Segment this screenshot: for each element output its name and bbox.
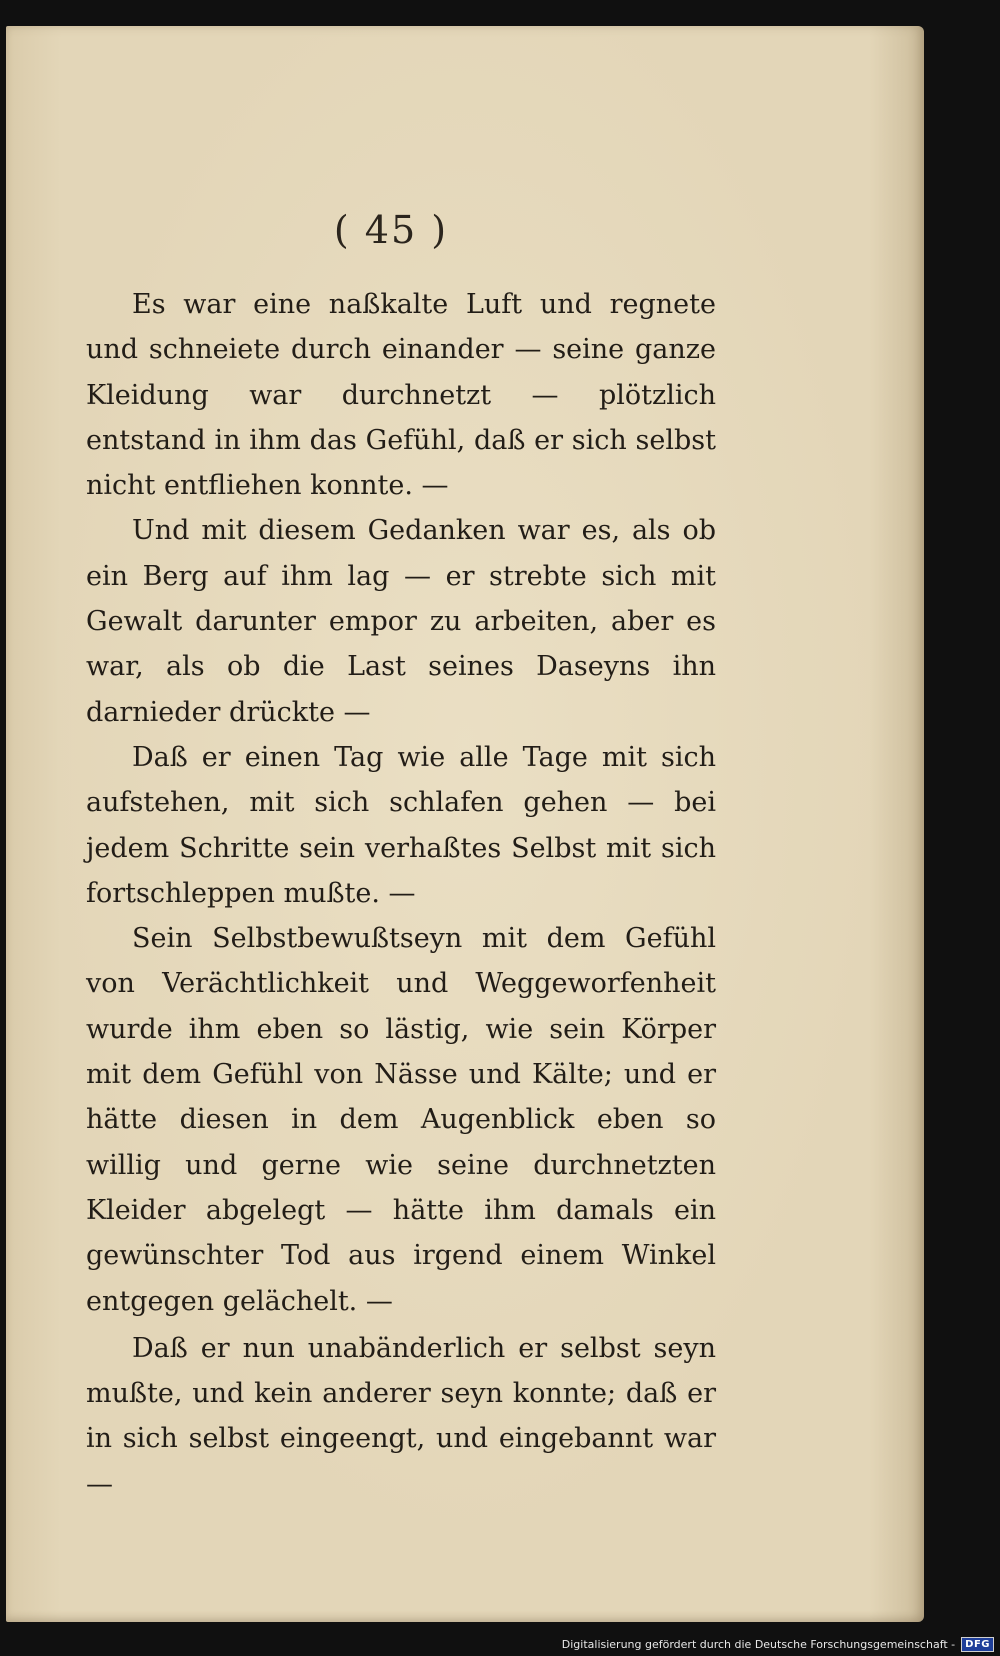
paragraph-5: Daß er nun unabänderlich er selbst seyn mußte, und kein anderer seyn konnte; daß er in sich selbst eingeengt, und eingebannt war —	[86, 1332, 716, 1500]
paragraph-4: Sein Selbstbewußtseyn mit dem Gefühl von Verächtlichkeit und Weggeworfenheit wurde ihm eben so lästig, wie sein Körper mit dem Gefühl von Nässe und Kälte; und er hätte diesen in dem Augenblick eben so willig und gerne wie seine durchnetzten Kleider abgelegt — hätte ihm damals ein gewünschter Tod aus irgend einem Winkel entgegen gelächelt. —	[86, 923, 716, 1317]
page-number: ( 45 )	[333, 208, 449, 252]
paragraph-1: Es war eine naßkalte Luft und regnete und schneiete durch einander — seine ganze Kleidung war durchnetzt — plötzlich entstand in ihm das Gefühl, daß er sich selbst nicht entfliehen konnte. —	[86, 289, 716, 502]
book-page	[6, 26, 924, 1622]
paragraph-2: Und mit diesem Gedanken war es, als ob ein Berg auf ihm lag — er strebte sich mit Gewalt darunter empor zu arbeiten, aber es war, als ob die Last seines Daseyns ihn darnieder drückte —	[86, 515, 716, 728]
dfg-logo-icon: DFG	[961, 1637, 994, 1652]
page-body	[86, 282, 716, 1507]
credit-text: Digitalisierung gefördert durch die Deutsche Forschungsgemeinschaft -	[561, 1637, 956, 1651]
digitization-credit	[562, 1634, 994, 1654]
paragraph-3: Daß er einen Tag wie alle Tage mit sich aufstehen, mit sich schlafen gehen — bei jedem Schritte sein verhaßtes Selbst mit sich fortschleppen mußte. —	[86, 741, 716, 909]
